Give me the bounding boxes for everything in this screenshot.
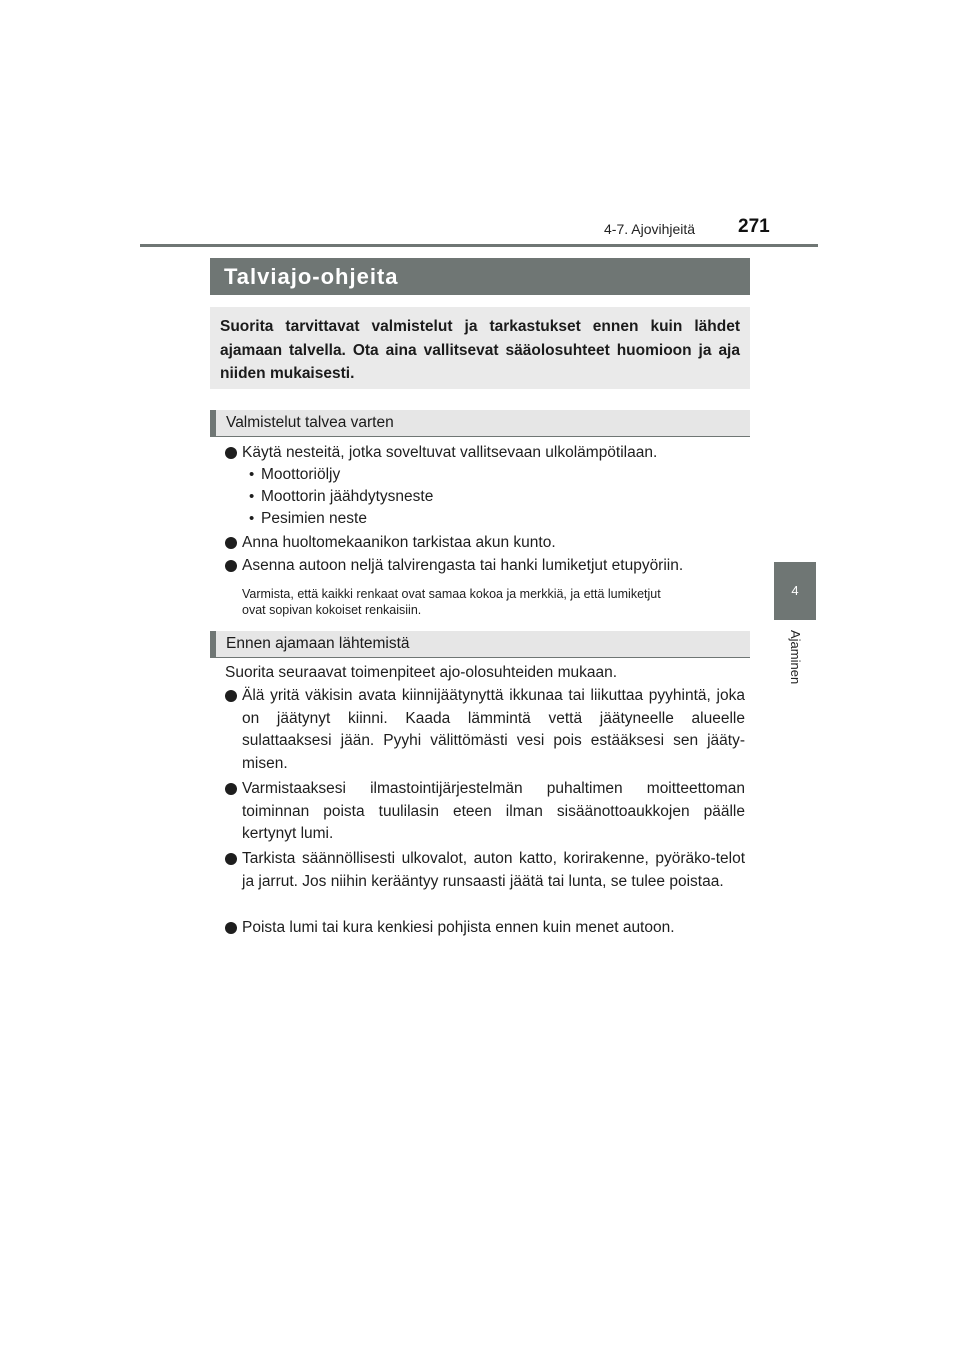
bullet-frozen-window: Älä yritä väkisin avata kiinnijäätynyttä ikkunaa tai liikuttaa pyyhintä, joka on jäätynyt kiinni. Kaada lämmintä vettä jäätyneelle alueelle sulattaaksesi jään. Pyyhi välittömästi vesi pois estääksesi sen jääty-misen. (242, 687, 745, 772)
bullet-fluids: Käytä nesteitä, jotka soveltuvat vallitsevaan ulkolämpötilaan. (242, 444, 658, 461)
section-heading-preparations: Valmistelut talvea varten (210, 410, 750, 437)
bullet-icon (225, 690, 237, 702)
header-section-title: 4-7. Ajovihjeitä (604, 221, 696, 237)
tire-note-line-2: ovat sopivan kokoiset renkaisiin. (242, 603, 422, 617)
bullet-icon (225, 922, 237, 934)
header-divider (140, 244, 818, 247)
bullet-shoes-snow: Poista lumi tai kura kenkiesi pohjista ennen kuin menet autoon. (242, 919, 675, 936)
chapter-tab (774, 562, 816, 620)
bullet-air-intake-snow: Varmistaaksesi ilmastointijärjestelmän puhaltimen moitteettoman toiminnan poista tuulilasin eteen ilman sisäänottoaukkojen päälle kertynyt lumi. (242, 780, 745, 843)
sub-bullet-icon: • (249, 466, 255, 483)
sub-item-engine-oil: Moottoriöljy (261, 466, 341, 483)
chapter-label: Ajaminen (788, 630, 803, 685)
sub-bullet-icon: • (249, 510, 255, 527)
bullet-check-lights-brakes: Tarkista säännöllisesti ulkovalot, auton katto, korirakenne, pyöräko-telot ja jarrut. Jos niihin kerääntyy runsaasti jäätä tai lunta, se tulee poistaa. (242, 850, 745, 890)
bullet-tires: Asenna autoon neljä talvirengasta tai hanki lumiketjut etupyöriin. (242, 557, 684, 574)
intro-paragraph: Suorita tarvittavat valmistelut ja tarkastukset ennen kuin lähdet ajamaan talvella. Ota aina vallitsevat sääolosuhteet huomioon ja aja niiden mukaisesti. (210, 307, 750, 389)
sub-item-coolant: Moottorin jäähdytysneste (261, 488, 434, 505)
bullet-icon (225, 560, 237, 572)
section-heading-before-driving: Ennen ajamaan lähtemistä (210, 631, 750, 658)
page-number: 271 (738, 216, 770, 237)
bullet-icon (225, 783, 237, 795)
sub-item-washer-fluid: Pesimien neste (261, 510, 367, 527)
page-title: Talviajo-ohjeita (210, 258, 750, 295)
bullet-icon (225, 537, 237, 549)
sub-bullet-icon: • (249, 488, 255, 505)
tire-note-line-1: Varmista, että kaikki renkaat ovat samaa kokoa ja merkkiä, ja että lumiketjut (242, 587, 661, 601)
chapter-number: 4 (791, 583, 799, 598)
bullet-battery: Anna huoltomekaanikon tarkistaa akun kunto. (242, 534, 556, 551)
bullet-icon (225, 447, 237, 459)
section2-lead: Suorita seuraavat toimenpiteet ajo-olosuhteiden mukaan. (225, 664, 618, 681)
bullet-icon (225, 853, 237, 865)
